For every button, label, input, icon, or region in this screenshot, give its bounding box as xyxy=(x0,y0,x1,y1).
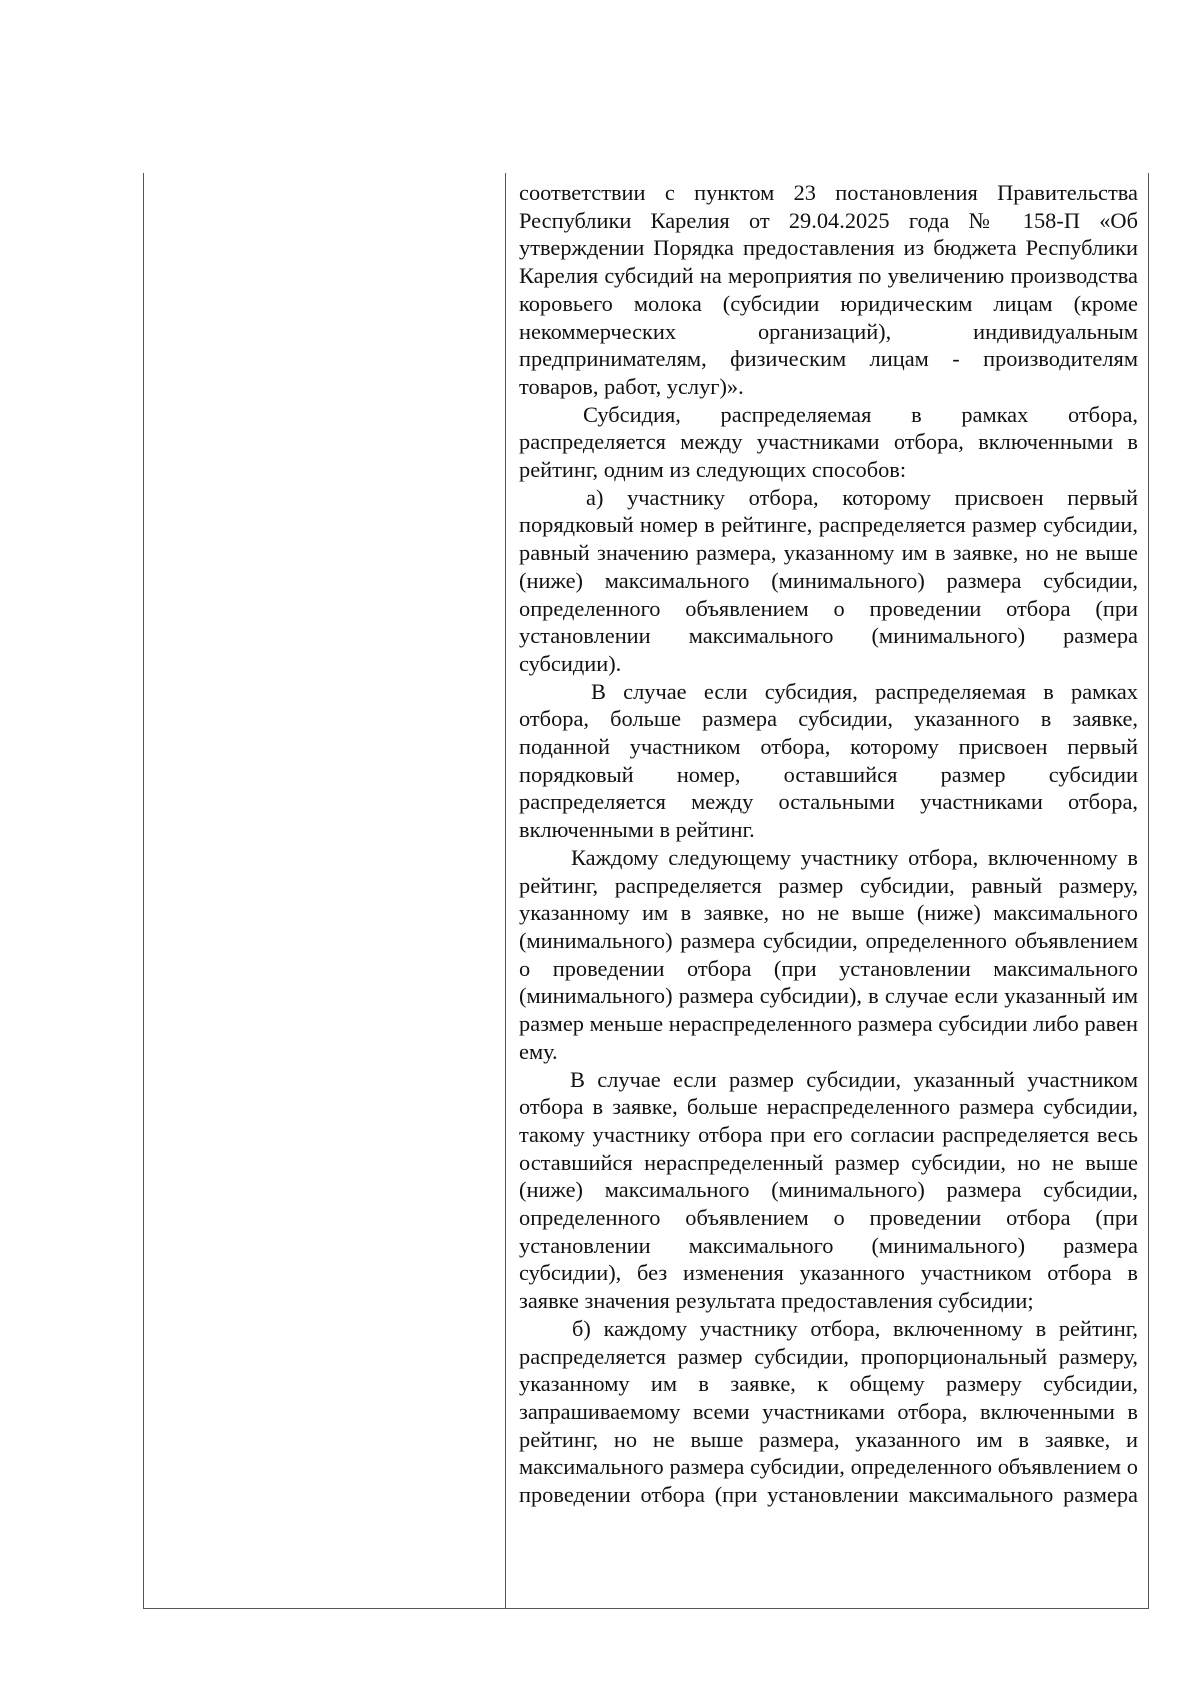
paragraph-exceeding-amount: В случае если размер субсидии, указанный участником отбора в заявке, больше нераспределенного размера субсидии, такому участнику отбора при его согласии распределяется весь оставшийся нераспределенный размер субсидии, но не выше (ниже) максимального (минимального) размера субсидии, определенного объявлением о проведении отбора (при установлении максимального (минимального) размера субсидии), без изменения указанного участником отбора в заявке значения результата предоставления субсидии; xyxy=(519,1066,1138,1314)
paragraph-each-next-participant: Каждому следующему участнику отбора, включенному в рейтинг, распределяется размер субсидии, равный размеру, указанному им в заявке, но не выше (ниже) максимального (минимального) размера субсидии, определенного объявлением о проведении отбора (при установлении максимального (минимального) размера субсидии), в случае если указанный им размер меньше нераспределенного размера субсидии либо равен ему. xyxy=(519,844,1138,1064)
paragraph-remaining-subsidy: В случае если субсидия, распределяемая в рамках отбора, больше размера субсидии, указанного в заявке, поданной участником отбора, которому присвоен первый порядковый номер, оставшийся размер субсидии распределяется между остальными участниками отбора, включенными в рейтинг. xyxy=(519,678,1138,843)
paragraph-subsidy-distribution: Субсидия, распределяемая в рамках отбора, распределяется между участниками отбора, включенными в рейтинг, одним из следующих способов: xyxy=(519,401,1138,483)
document-table xyxy=(143,173,1149,1609)
table-left-column xyxy=(144,173,506,1608)
paragraph-legal-reference: соответствии с пунктом 23 постановления Правительства Республики Карелия от 29.04.2025 года № 158-П «Об утверждении Порядка предоставления из бюджета Республики Карелия субсидий на мероприятия по увеличению производства коровьего молока (субсидии юридическим лицам (кроме некоммерческих организаций), индивидуальным предпринимателям, физическим лицам - производителям товаров, работ, услуг)». xyxy=(519,180,1138,399)
paragraph-option-b: б) каждому участнику отбора, включенному в рейтинг, распределяется размер субсидии, пропорциональный размеру, указанному им в заявке, к общему размеру субсидии, запрашиваемому всеми участниками отбора, включенными в рейтинг, но не выше размера, указанного им в заявке, и максимального размера субсидии, определенного объявлением о проведении отбора (при установлении максимального размера xyxy=(519,1315,1138,1508)
table-right-column xyxy=(506,173,1148,1608)
paragraph-option-a: а) участнику отбора, которому присвоен первый порядковый номер в рейтинге, распределяется размер субсидии, равный значению размера, указанному им в заявке, но не выше (ниже) максимального (минимального) размера субсидии, определенного объявлением о проведении отбора (при установлении максимального (минимального) размера субсидии). xyxy=(519,484,1138,676)
